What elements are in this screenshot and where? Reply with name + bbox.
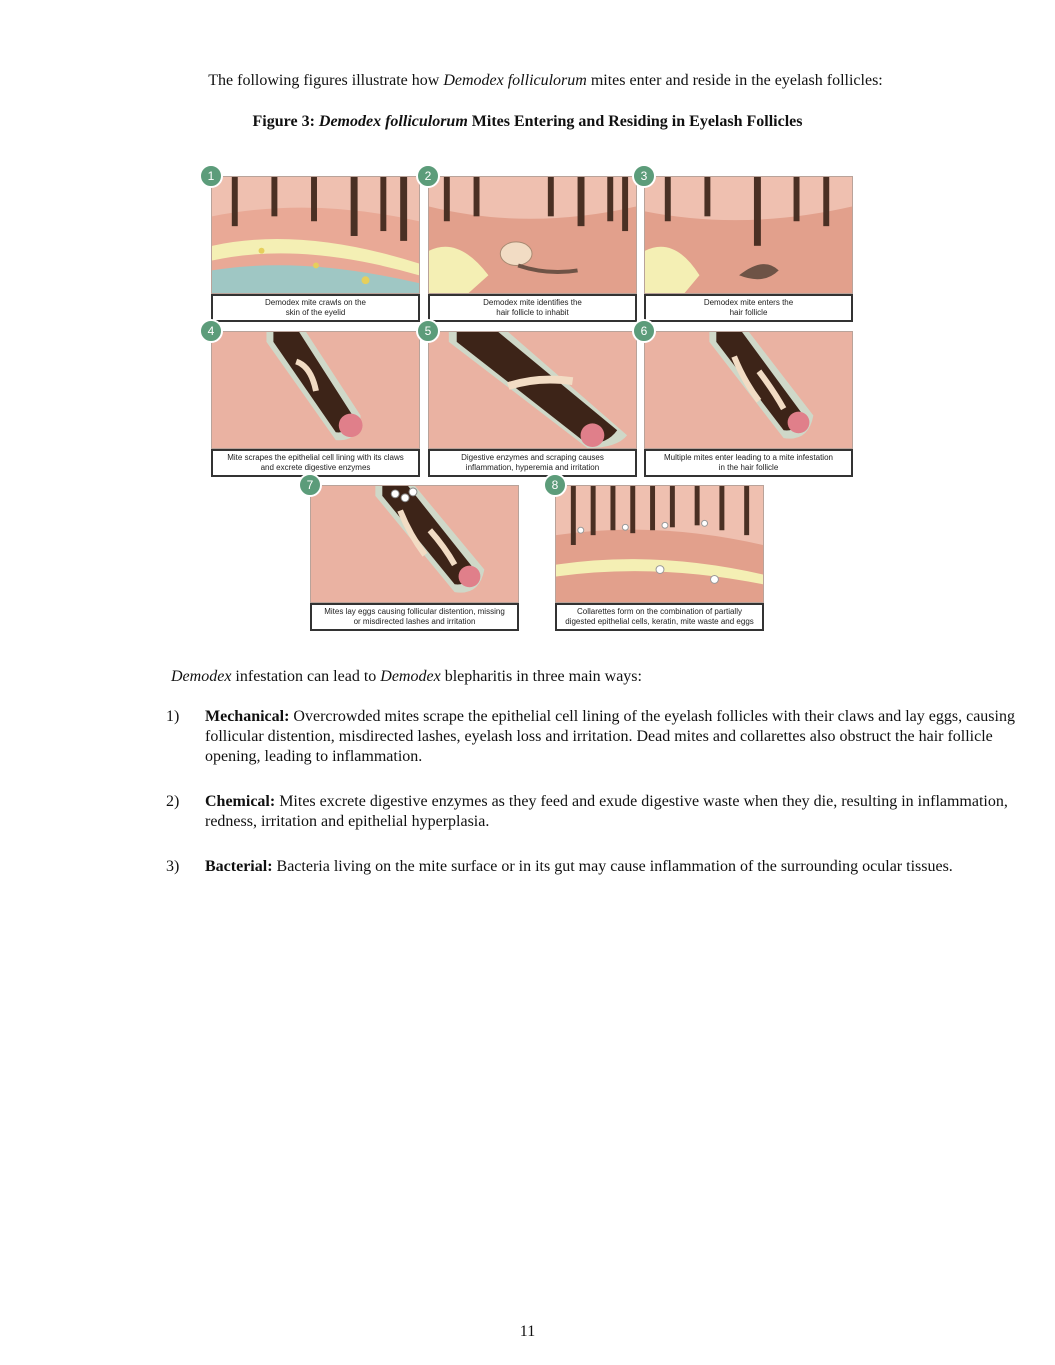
intro-sentence bbox=[0, 71, 1055, 91]
figure-panel-8 bbox=[551, 478, 764, 631]
figure-species: Demodex folliculorum bbox=[318, 113, 468, 130]
figure-title-rest: Mites Entering and Residing in Eyelash Follicles bbox=[467, 113, 803, 130]
list-text bbox=[205, 792, 1030, 832]
panel-caption: Demodex mite enters the hair follicle bbox=[644, 294, 853, 322]
lead-genus-2: Demodex bbox=[380, 668, 441, 685]
step-number-badge: 2 bbox=[416, 164, 440, 188]
panel-caption: Mite scrapes the epithelial cell lining with its claws and excrete digestive enzymes bbox=[211, 449, 420, 477]
list-text bbox=[205, 707, 1030, 767]
step-number-badge: 6 bbox=[632, 319, 656, 343]
intro-before: The following figures illustrate how bbox=[208, 72, 444, 89]
illustration-inflammation bbox=[428, 331, 637, 449]
list-text bbox=[205, 857, 1030, 877]
page-number: 11 bbox=[519, 1323, 536, 1340]
illustration-collarettes bbox=[555, 485, 764, 603]
list-description: Mites excrete digestive enzymes as they feed and exude digestive waste when they die, resulting in inflammation, redness, irritation and epithelial hyperplasia. bbox=[205, 793, 1008, 830]
panel-caption: Mites lay eggs causing follicular distention, missing or misdirected lashes and irritation bbox=[310, 603, 519, 631]
figure-panel-5 bbox=[424, 324, 637, 477]
figure-panel-7 bbox=[306, 478, 519, 631]
panel-caption: Multiple mites enter leading to a mite infestation in the hair follicle bbox=[644, 449, 853, 477]
list-number: 3) bbox=[166, 858, 180, 875]
lead-text-2: blepharitis in three main ways: bbox=[440, 668, 642, 685]
figure-panel-3 bbox=[640, 169, 853, 322]
step-number-badge: 4 bbox=[199, 319, 223, 343]
figure-panel-4 bbox=[207, 324, 420, 477]
illustration-mite-infestation bbox=[644, 331, 853, 449]
step-number-badge: 8 bbox=[543, 473, 567, 497]
figure-label: Figure 3: bbox=[252, 113, 319, 130]
list-description: Bacteria living on the mite surface or in its gut may cause inflammation of the surrounding ocular tissues. bbox=[272, 858, 953, 875]
step-number-badge: 1 bbox=[199, 164, 223, 188]
panel-caption: Digestive enzymes and scraping causes inflammation, hyperemia and irritation bbox=[428, 449, 637, 477]
intro-after: mites enter and reside in the eyelash follicles: bbox=[586, 72, 883, 89]
list-term: Chemical: bbox=[205, 793, 276, 810]
list-description: Overcrowded mites scrape the epithelial cell lining of the eyelash follicles with their claws and lay eggs, causing follicular distention, misdirected lashes, eyelash loss and irritation. Dead mites and collarettes also obstruct the hair follicle opening, leading to inflammation. bbox=[205, 708, 1015, 765]
illustration-eggs-in-follicle bbox=[310, 485, 519, 603]
illustration-follicle-opening bbox=[428, 176, 637, 294]
panel-caption: Collarettes form on the combination of partially digested epithelial cells, keratin, mite waste and eggs bbox=[555, 603, 764, 631]
panel-caption: Demodex mite crawls on the skin of the eyelid bbox=[211, 294, 420, 322]
list-term: Bacterial: bbox=[205, 858, 273, 875]
figure-panel-6 bbox=[640, 324, 853, 477]
figure-title bbox=[0, 112, 1055, 132]
illustration-follicle-cross-section bbox=[211, 331, 420, 449]
lead-genus-1: Demodex bbox=[171, 668, 232, 685]
step-number-badge: 3 bbox=[632, 164, 656, 188]
intro-species: Demodex folliculorum bbox=[443, 72, 587, 89]
list-number: 1) bbox=[166, 708, 180, 725]
lead-text-1: infestation can lead to bbox=[231, 668, 381, 685]
step-number-badge: 7 bbox=[298, 473, 322, 497]
figure-panel-2 bbox=[424, 169, 637, 322]
list-number: 2) bbox=[166, 793, 180, 810]
figure-panel-1 bbox=[207, 169, 420, 322]
list-term: Mechanical: bbox=[205, 708, 290, 725]
illustration-mite-entering bbox=[644, 176, 853, 294]
illustration-skin-surface bbox=[211, 176, 420, 294]
step-number-badge: 5 bbox=[416, 319, 440, 343]
lead-sentence bbox=[171, 667, 1011, 687]
panel-caption: Demodex mite identifies the hair follicle to inhabit bbox=[428, 294, 637, 322]
